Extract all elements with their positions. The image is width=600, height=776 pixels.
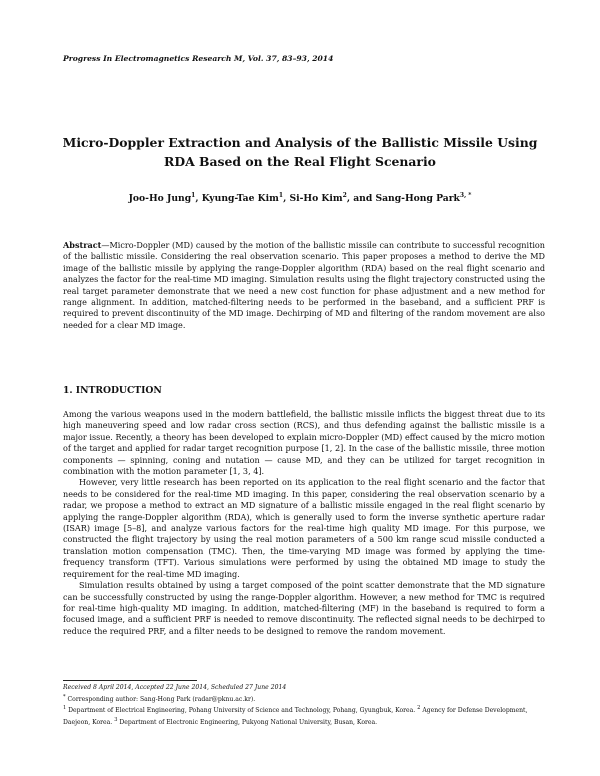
author-name: Si-Ho Kim: [289, 193, 343, 205]
author-affiliation-mark: 2: [342, 192, 347, 199]
paragraph: Simulation results obtained by using a target composed of the point scatter demonstrate that the MD signature can be successfully constructed by using the range-Doppler algorithm. However, a new method for TMC is required for real-time high-quality MD imaging. In addition, matched-filtering (MF) in the baseband is required to form a focused image, and a sufficient PRF is needed to remove discontinuity. The reflected signal needs to be dechirped to reduce the required PRF, and a filter needs to be designed to remove the random movement.: [63, 580, 545, 636]
footnote-mark: 1: [63, 705, 67, 712]
author-affiliation-mark: 1: [278, 192, 284, 199]
title-line-1: Micro-Doppler Extraction and Analysis of the Ballistic Missile Using: [62, 135, 538, 150]
author-separator: ,: [195, 193, 202, 205]
paper-title: [40, 133, 560, 171]
footnote-rule: [63, 680, 197, 681]
paragraph: Among the various weapons used in the modern battlefield, the ballistic missile inflicts the biggest threat due to its high maneuvering speed and low radar cross section (RCS), and thus defending against the ballistic missile is a major issue. Recently, a theory has been developed to explain micro-Doppler (MD) effect caused by the micro motion of the target and applied for radar target recognition purpose [1, 2]. In the case of the ballistic missile, three motion components — spinning, coning and nutation — cause MD, and they can be utilized for target recognition in combination with the motion parameter [1, 3, 4].: [63, 409, 545, 477]
received-dates: Received 8 April 2014, Accepted 22 June 2014, Scheduled 27 June 2014: [63, 684, 287, 691]
author-name: Kyung-Tae Kim: [201, 193, 279, 205]
footnote-mark: 2: [417, 705, 421, 712]
corresponding-author-note: [63, 693, 545, 705]
abstract-label: Abstract: [63, 240, 102, 250]
footnote-mark: *: [63, 693, 66, 700]
author-affiliation-mark: 1: [191, 192, 196, 199]
journal-header: Progress In Electromagnetics Research M, Vol. 37, 83–93, 2014: [63, 54, 334, 63]
author-separator: ,: [283, 193, 290, 205]
affiliation-2: Agency for Defense Development, Daejeon, Korea.: [63, 707, 528, 726]
author-name: Sang-Hong Park: [375, 193, 460, 205]
author-list: [40, 192, 560, 204]
affiliation-note: [63, 704, 545, 727]
title-line-2: RDA Based on the Real Flight Scenario: [164, 154, 436, 169]
footnote-mark: 3: [114, 716, 118, 723]
author-separator: , and: [346, 193, 376, 205]
corresponding-author-text: Corresponding author: Sang-Hong Park (radar@pknu.ac.kr).: [67, 695, 256, 703]
author-affiliation-mark: 3, *: [459, 192, 472, 199]
paragraph: However, very little research has been reported on its application to the real flight scenario and the factor that needs to be considered for the real-time MD imaging. In this paper, considering the real observation scenario by a radar, we propose a method to extract an MD signature of a ballistic missile engaged in the real flight scenario by applying the range-Doppler algorithm (RDA), which is generally used to form the inverse synthetic aperture radar (ISAR) image [5–8], and analyze various factors for the real-time high quality MD image. For this purpose, we constructed the flight trajectory by using the real motion parameters of a 500 km range scud missile conducted a translation motion compensation (TMC). Then, the time-varying MD image was formed by applying the time-frequency transform (TFT). Various simulations were performed by using the obtained MD image to study the requirement for the real-time MD imaging.: [63, 477, 545, 579]
abstract: [63, 240, 545, 331]
affiliation-3: Department of Electronic Engineering, Pukyong National University, Busan, Korea.: [119, 718, 378, 726]
abstract-text: —Micro-Doppler (MD) caused by the motion of the ballistic missile can contribute to successful recognition of the ballistic missile. Considering the real observation scenario. This paper proposes a method to derive the MD image of the ballistic missile by applying the range-Doppler algorithm (RDA) based on the real flight scenario and analyzes the factor for the real-time MD imaging. Simulation results using the flight trajectory constructed using the real target parameter demonstrate that we need a new cost function for phase adjustment and a new method for range alignment. In addition, matched-filtering needs to be performed in the baseband, and a sufficient PRF is required to prevent discontinuity of the MD image. Dechirping of MD and filtering of the random movement are also needed for a clear MD image.: [63, 240, 545, 330]
footnotes: [63, 684, 545, 727]
introduction-body: [63, 409, 545, 637]
author-name: Joo-Ho Jung: [128, 193, 192, 205]
section-heading-introduction: 1. INTRODUCTION: [63, 385, 162, 396]
affiliation-1: Department of Electrical Engineering, Pohang University of Science and Technology, Pohang, Gyungbuk, Korea.: [68, 707, 416, 715]
